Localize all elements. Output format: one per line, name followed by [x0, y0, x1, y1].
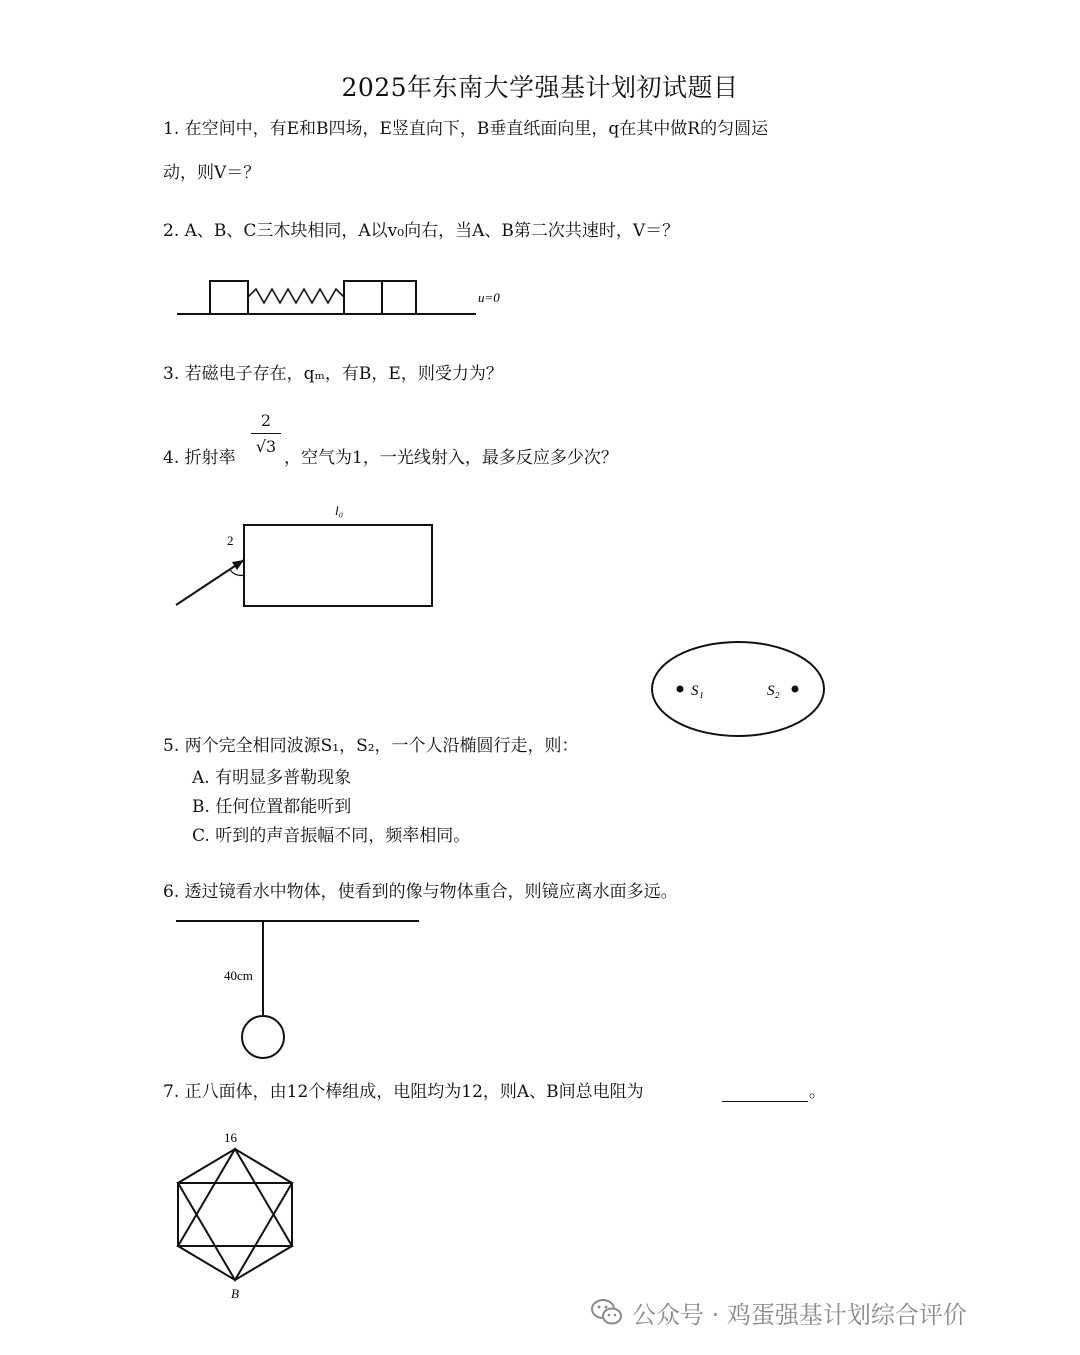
- source-s2-label: S₂: [767, 683, 780, 699]
- question-4-text-start: 4. 折射率: [163, 448, 236, 468]
- fraction-denominator: √3: [255, 437, 277, 456]
- question-7-end: 。: [809, 1082, 826, 1102]
- question-2-text: 2. A、B、C三木块相同，A以v₀向右，当A、B第二次共速时，V＝？: [163, 221, 680, 241]
- question-4-text-end: ，空气为1，一光线射入，最多反应多少次？: [284, 448, 618, 468]
- depth-label: 40cm: [224, 968, 253, 983]
- arrow-head: [232, 560, 244, 570]
- source-s1-label: S₁: [691, 683, 704, 699]
- friction-label: u=0: [478, 290, 500, 305]
- question-7-text: 7. 正八面体，由12个棒组成，电阻均为12，则A、B间总电阻为: [163, 1082, 644, 1102]
- question-3-text: 3. 若磁电子存在，qₘ，有B，E，则受力为？: [163, 364, 503, 384]
- page-title: 2025年东南大学强基计划初试题目: [341, 73, 739, 102]
- question-6-text: 6. 透过镜看水中物体，使看到的像与物体重合，则镜应离水面多远。: [163, 882, 678, 902]
- watermark: [590, 1292, 1060, 1332]
- glass-block: [244, 525, 432, 606]
- length-label: l₀: [335, 503, 344, 518]
- fraction-numerator: 2: [260, 411, 272, 430]
- wechat-icon: [590, 1297, 624, 1327]
- hexagon-outline: [178, 1149, 292, 1280]
- block-c: [382, 281, 416, 314]
- spring: [248, 289, 344, 303]
- block-a: [210, 281, 248, 314]
- fraction-bar: [251, 433, 281, 434]
- question-5-option-b: B. 任何位置都能听到: [192, 797, 352, 817]
- water-object-figure: [170, 912, 430, 1062]
- question-1-line1: 1. 在空间中，有E和B四场，E竖直向下，B垂直纸面向里，q在其中做R的匀圆运: [163, 119, 769, 139]
- ellipse-sources-figure: [645, 640, 835, 745]
- octahedron-figure: [165, 1128, 305, 1303]
- triangle-up: [178, 1149, 292, 1246]
- source-s1-dot: [677, 686, 684, 693]
- angle-arc: [230, 570, 244, 575]
- object-circle: [242, 1016, 284, 1058]
- triangle-down: [178, 1183, 292, 1280]
- answer-blank: [722, 1101, 808, 1102]
- angle-label: 2: [227, 533, 234, 548]
- watermark-text: 公众号 · 鸡蛋强基计划综合评价: [632, 1300, 967, 1329]
- question-5-text: 5. 两个完全相同波源S₁，S₂，一个人沿椭圆行走，则：: [163, 736, 579, 756]
- refraction-block-figure: [170, 495, 450, 615]
- source-s2-dot: [792, 686, 799, 693]
- question-5-option-a: A. 有明显多普勒现象: [192, 768, 352, 788]
- block-b: [344, 281, 382, 314]
- question-5-option-c: C. 听到的声音振幅不同，频率相同。: [192, 826, 471, 846]
- vertex-a-label: 16: [224, 1130, 237, 1145]
- spring-blocks-figure: [170, 275, 510, 325]
- vertex-b-label: B: [231, 1286, 239, 1301]
- question-1-line2: 动，则V＝？: [163, 163, 261, 183]
- light-ray: [176, 560, 244, 605]
